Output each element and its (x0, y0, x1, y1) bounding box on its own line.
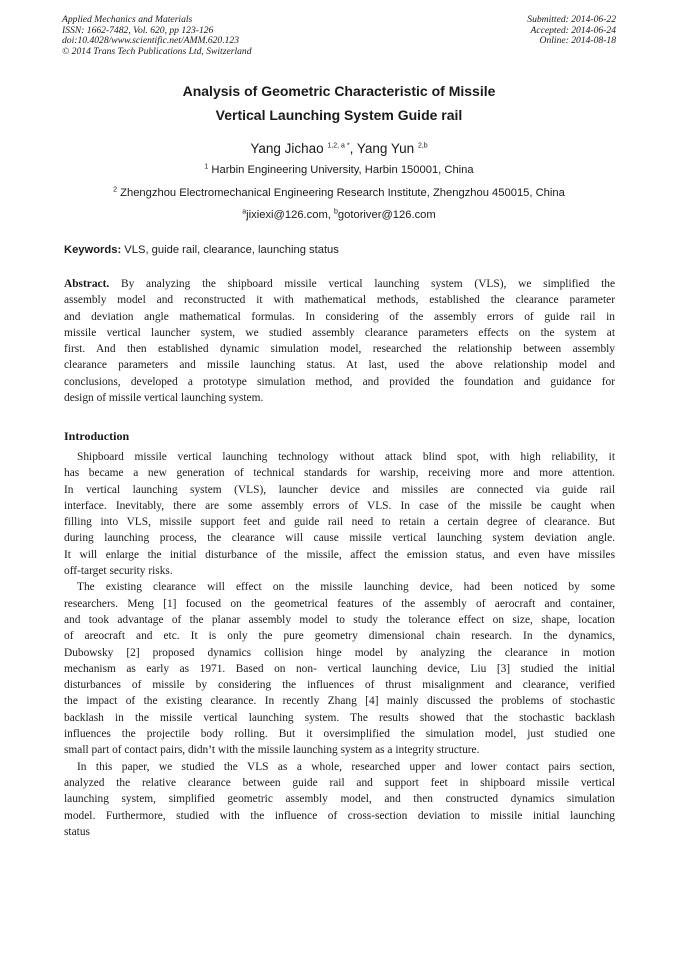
author-superscript: 1,2, a * (327, 142, 350, 150)
keywords-text: VLS, guide rail, clearance, launching status (121, 244, 339, 256)
section-heading: Introduction (64, 429, 130, 443)
author-emails (30, 208, 648, 222)
author-list (40, 140, 638, 158)
affiliation-text: Zhengzhou Electromechanical Engineering Research Institute, Zhengzhou 450015, China (120, 187, 565, 199)
text-line: launching system, simplified geometric assembly model, and then constructed dynamics simulation (64, 793, 615, 806)
affiliation-marker: 1 (204, 163, 209, 171)
text-line: assembly model and reconstructed it with mathematical methods, established the clearance parameter (64, 294, 615, 307)
email-marker: a (242, 208, 247, 216)
text-line: has became a new generation of technical standards for warship, receiving more and more attention. (64, 467, 615, 480)
text-line: model. Furthermore, studied with the influence of cross-section deviation to missile initial launching (64, 809, 615, 822)
doi-line: doi:10.4028/www.scientific.net/AMM.620.123 (62, 35, 240, 47)
text-line: filling into VLS, missile support feet and guide rail need to retain a certain degree of clearance. But (64, 516, 615, 529)
introduction-body (64, 449, 615, 840)
text-line: The existing clearance will effect on the missile launching device, had been noticed by some (77, 581, 615, 594)
journal-name: Applied Mechanics and Materials (62, 14, 193, 25)
affiliation (30, 186, 648, 200)
text-line: and deviation angle mathematical formulas. In considering of the assembly errors of guide rail in (64, 310, 615, 323)
keywords-label: Keywords: (64, 244, 122, 256)
paper-title-line-2: Vertical Launching System Guide rail (215, 107, 463, 123)
text-line: Dubowsky [2] proposed dynamics collision hinge model by analyzing the clearance in motion (64, 646, 615, 659)
online-date: Online: 2014-08-18 (539, 35, 616, 47)
text-line: researchers. Meng [1] focused on the geometrical features of the assembly of aerocraft and container, (64, 597, 615, 610)
text-line: In vertical launching system (VLS), launcher device and missiles are connected via guide rail (64, 483, 615, 496)
text-line: and took advantage of the planar assembly model to study the tolerance effect on size, shape, location (64, 613, 615, 626)
text-line: Shipboard missile vertical launching technology without attack blind spot, with high reliability, it (77, 451, 615, 463)
text-line: first. And then established dynamic simulation model, researched the relationship between assembly (64, 343, 615, 356)
submitted-date: Submitted: 2014-06-22 (527, 14, 616, 25)
text-line: interface. Inevitably, there are some assembly errors of VLS. In case of the missile be caught when (64, 499, 615, 512)
text-line: It will enlarge the initial disturbance of the missile, affect the emission status, and even have missiles (64, 548, 615, 561)
text-line: conclusions, developed a prototype simulation method, and provided the foundation and guidance for (64, 375, 615, 388)
abstract-label: Abstract. (64, 278, 110, 290)
text-line: clearance parameters and missile launching status. At last, used the above relationship model and (64, 359, 615, 372)
affiliation-text: Harbin Engineering University, Harbin 150001, China (211, 164, 474, 176)
text-line: status (64, 825, 90, 838)
text-line: In this paper, we studied the VLS as a whole, researched upper and lower contact pairs section, (77, 760, 615, 773)
abstract (64, 276, 615, 406)
paper-title-line-1: Analysis of Geometric Characteristic of Missile (182, 83, 496, 99)
publication-dates (527, 15, 616, 47)
accepted-date: Accepted: 2014-06-24 (530, 24, 616, 36)
text-line: backlash in the missile vertical launching system. The results showed that the stochastic backlash (64, 711, 615, 724)
email-link[interactable]: jixiexi@126.com, (246, 209, 335, 221)
email-marker: b (334, 208, 338, 216)
author-name: Yang Jichao (250, 141, 324, 156)
affiliation (30, 163, 648, 177)
issn-line: ISSN: 1662-7482, Vol. 620, pp 123-126 (62, 24, 214, 36)
author-superscript: 2,b (417, 142, 428, 150)
text-line: influences the projectile body rolling. But it oversimplified the simulation model, just studied one (64, 728, 615, 741)
text-line: disturbances of missile by considering the influences of thrust misalignment and clearance, verified (64, 679, 615, 692)
author-name: Yang Yun (356, 141, 415, 156)
copyright-line: © 2014 Trans Tech Publications Ltd, Switzerland (62, 45, 252, 57)
text-line: small part of contact pairs, didn’t with the missile launching system as a integrity structure. (64, 744, 480, 757)
journal-info (62, 15, 252, 57)
text-line: analyzed the relative clearance between guide rail and support feet in shipboard missile vertical (64, 776, 615, 789)
email-link[interactable]: gotoriver@126.com (337, 209, 436, 221)
text-line: off-target security risks. (64, 565, 173, 578)
affiliation-marker: 2 (113, 186, 118, 194)
author-separator: , (349, 141, 357, 156)
keywords (64, 243, 616, 257)
text-line: design of missile vertical launching system. (64, 392, 264, 405)
text-line: during launching process, the clearance will cause missile vertical launching system deviation angle. (64, 532, 615, 545)
text-line: of areocraft and etc. It is only the pure geometry dimensional chain research. In the dynamics, (64, 630, 615, 643)
text-line: mechanism as early as 1971. Based on non- vertical launching device, Liu [3] studied the initial (64, 662, 615, 675)
text-line: missile vertical launcher system, we studied assembly clearance parameters effects on the system at (64, 326, 615, 339)
text-line: Abstract. By analyzing the shipboard missile vertical launching system (VLS), we simplified the (64, 278, 615, 290)
text-line: the impact of the existing clearance. In recently Zhang [4] mainly discussed the problems of stochastic (64, 695, 615, 708)
